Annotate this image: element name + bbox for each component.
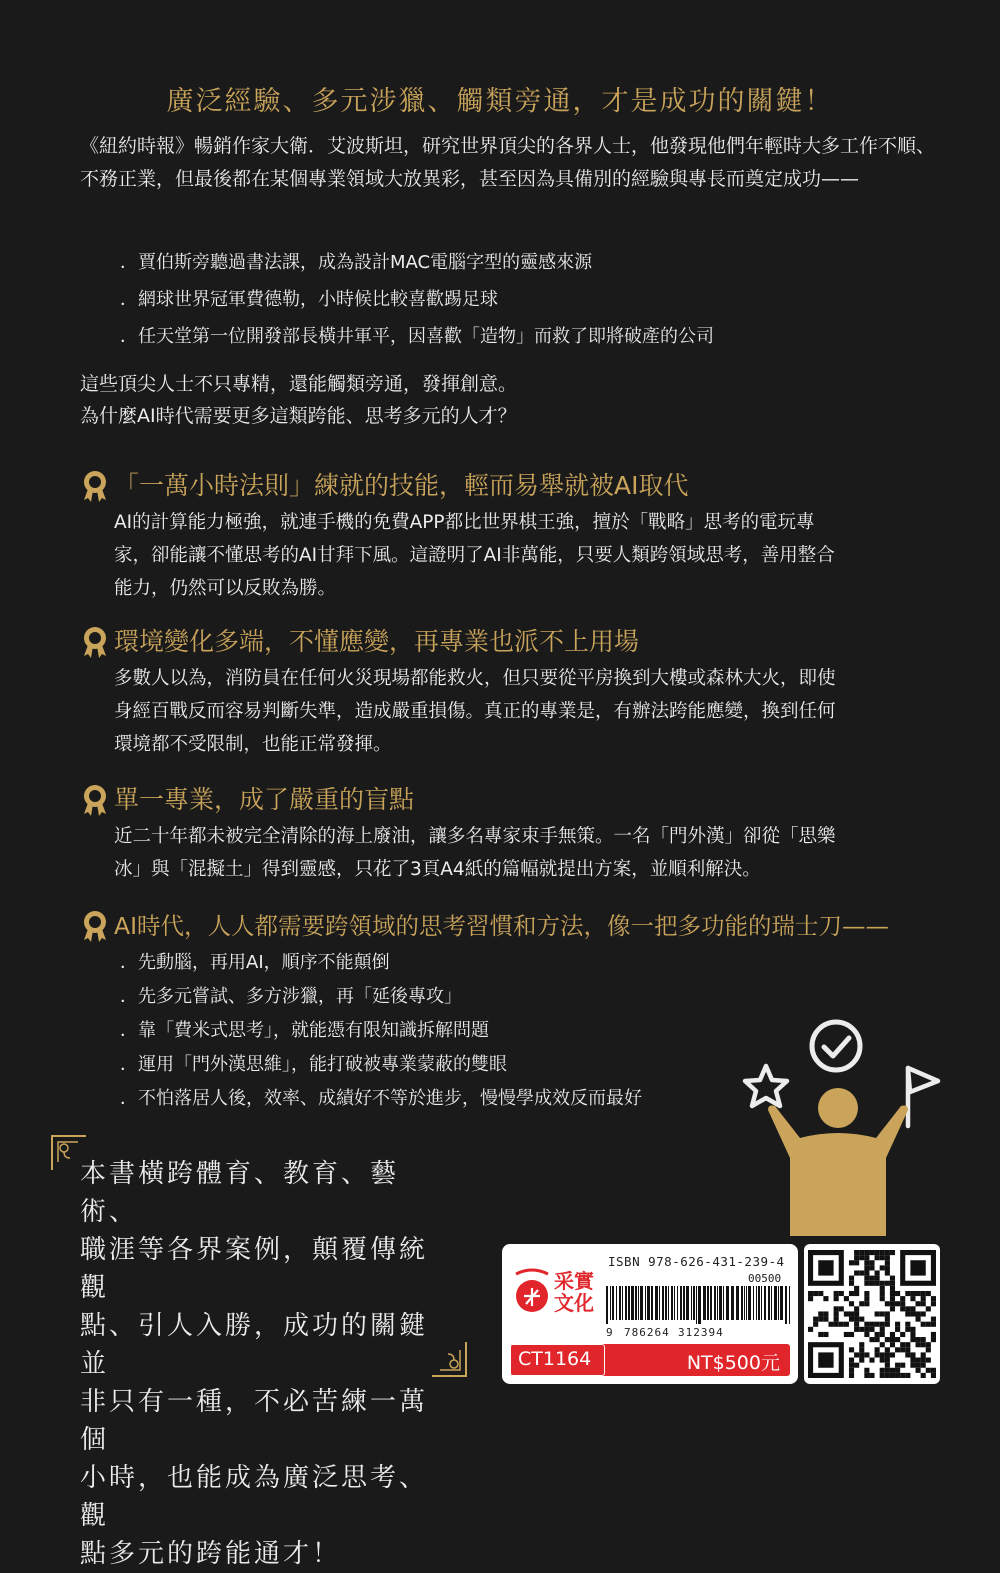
- publisher-logo-icon: [514, 1266, 550, 1314]
- summary-line: 這些頂尖人士不只專精，還能觸類旁通，發揮創意。: [80, 373, 518, 395]
- price-bar: [510, 1344, 790, 1376]
- check-circle-icon: [812, 1022, 860, 1070]
- barcode-digit: 786264: [624, 1326, 670, 1339]
- publisher-name: 采實 文化: [554, 1269, 594, 1315]
- cta-line: 職涯等各界案例，顛覆傳統觀: [80, 1235, 429, 1303]
- body-line: 冰」與「混擬土」得到靈感，只花了3頁A4紙的篇幅就提出方案，並順利解決。: [114, 859, 761, 880]
- section-body: [114, 662, 934, 761]
- body-line: 身經百戰反而容易判斷失準，造成嚴重損傷。真正的專業是，有辦法跨能應變，換到任何: [114, 701, 836, 722]
- section-title: [80, 780, 414, 820]
- section-title: [80, 906, 889, 946]
- list-item: ．先多元嘗試、多方涉獵，再「延後專攻」: [120, 986, 462, 1007]
- intro-paragraph: 《紐約時報》暢銷作家大衛．艾波斯坦，研究世界頂尖的各界人士，他發現他們年輕時大多工作不順、不務正業，但最後都在某個專業領域大放異彩，甚至因為具備別的經驗與專長而奠定成功——: [80, 135, 936, 190]
- cta-line: 小時，也能成為廣泛思考、觀: [80, 1463, 429, 1531]
- person-celebrating-icon: [728, 1010, 948, 1236]
- section-body: [114, 820, 934, 886]
- medal-icon: [80, 469, 110, 503]
- section-title-text: AI時代，人人都需要跨領域的思考習慣和方法，像一把多功能的瑞士刀——: [114, 912, 890, 940]
- section-title: [80, 622, 639, 662]
- addon-text: 00500: [748, 1272, 782, 1285]
- body-line: 能力，仍然可以反敗為勝。: [114, 578, 337, 599]
- body-line: 多數人以為，消防員在任何火災現場都能救火，但只要從平房換到大樓或森林大火，即使: [114, 668, 836, 689]
- cta-line: 點、引人入勝，成功的關鍵並: [80, 1311, 429, 1379]
- cta-line: 點多元的跨能通才！: [80, 1539, 342, 1569]
- list-item: ．先動腦，再用AI，順序不能顛倒: [120, 952, 390, 973]
- body-line: 家，卻能讓不懂思考的AI甘拜下風。這證明了AI非萬能，只要人類跨領域思考，善用整合: [114, 545, 835, 566]
- barcode-bars: [606, 1286, 790, 1324]
- flag-icon: [908, 1068, 938, 1126]
- body-line: AI的計算能力極強，就連手機的免費APP都比世界棋王強，擅於「戰略」思考的電玩專: [114, 512, 815, 533]
- medal-icon: [80, 909, 110, 943]
- barcode-digit: 9: [606, 1326, 613, 1339]
- section-body: [114, 506, 934, 605]
- list-item: ．運用「門外漢思維」，能打破被專業蒙蔽的雙眼: [120, 1054, 507, 1075]
- list-item: ．網球世界冠軍費德勒，小時候比較喜歡踢足球: [120, 289, 498, 310]
- list-item: ．賈伯斯旁聽過書法課，成為設計MAC電腦字型的靈感來源: [120, 252, 593, 273]
- body-line: 環境都不受限制，也能正常發揮。: [114, 734, 392, 755]
- barcode-digit: 312394: [678, 1326, 724, 1339]
- isbn-text: ISBN 978-626-431-239-4: [608, 1254, 785, 1269]
- barcode-panel: [502, 1244, 798, 1384]
- price: NT$500元: [686, 1352, 780, 1374]
- star-icon: [745, 1066, 787, 1106]
- qr-panel: [804, 1244, 940, 1384]
- examples-list: [120, 244, 714, 355]
- body-line: 近二十年都未被完全清除的海上廢油，讓多名專家束手無策。一名「門外漢」卻從「思樂: [114, 826, 836, 847]
- method-list: [120, 946, 642, 1116]
- cta-line: 本書橫跨體育、教育、藝術、: [80, 1159, 400, 1227]
- cta-line: 非只有一種，不必苦練一萬個: [80, 1387, 429, 1455]
- section-title-text: 環境變化多端，不懂應變，再專業也派不上用場: [114, 627, 640, 656]
- cta-text: [80, 1155, 450, 1573]
- summary-text: [80, 368, 940, 432]
- list-item: ．任天堂第一位開發部長橫井軍平，因喜歡「造物」而救了即將破產的公司: [120, 326, 714, 347]
- section-title-text: 「一萬小時法則」練就的技能，輕而易舉就被AI取代: [114, 471, 689, 500]
- section-title-text: 單一專業，成了嚴重的盲點: [114, 785, 415, 814]
- summary-line: 為什麼AI時代需要更多這類跨能、思考多元的人才？: [80, 405, 517, 427]
- section-title: [80, 466, 688, 506]
- headline: 廣泛經驗、多元涉獵、觸類旁通，才是成功的關鍵！: [166, 86, 834, 117]
- medal-icon: [80, 625, 110, 659]
- product-code: CT1164: [518, 1348, 592, 1370]
- medal-icon: [80, 783, 110, 817]
- list-item: ．靠「費米式思考」，就能憑有限知識拆解問題: [120, 1020, 489, 1041]
- qr-code: [808, 1250, 936, 1378]
- list-item: ．不怕落居人後，效率、成績好不等於進步，慢慢學成效反而最好: [120, 1088, 642, 1109]
